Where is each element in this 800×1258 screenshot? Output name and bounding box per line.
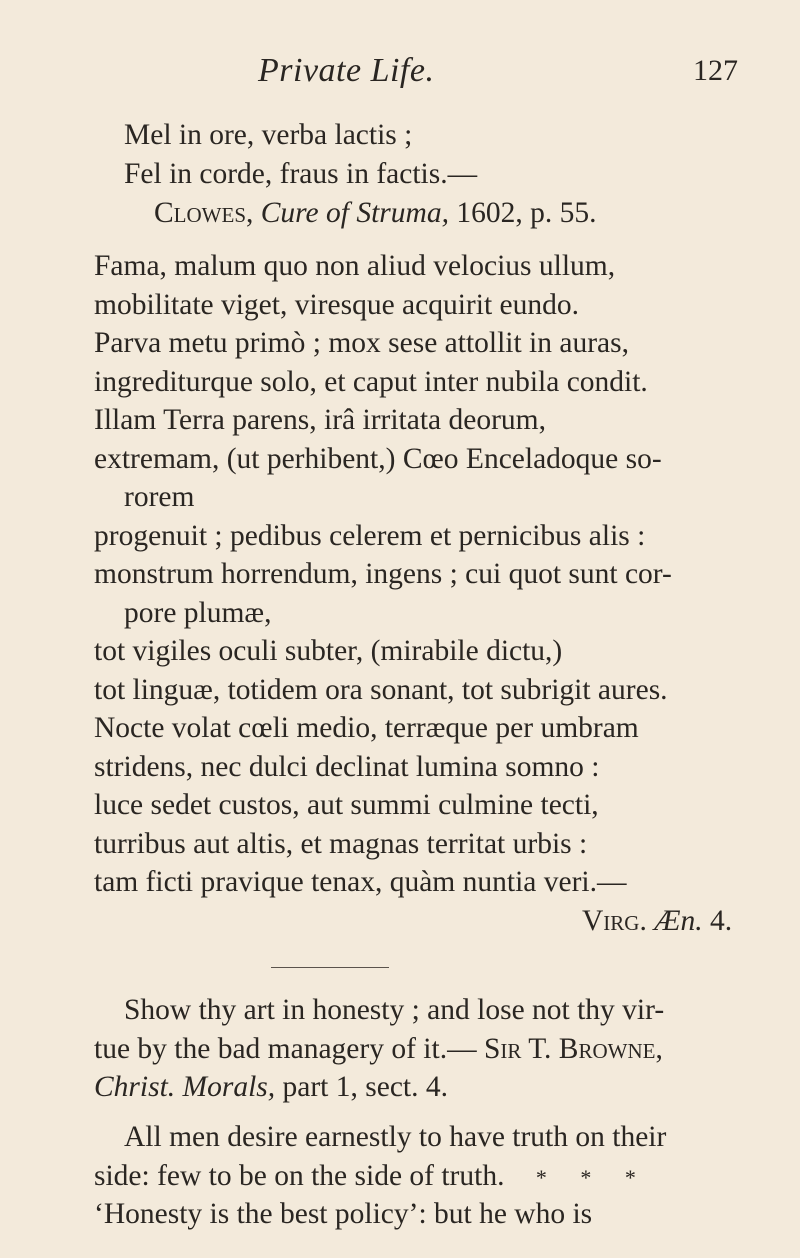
epigraph-citation — [154, 199, 596, 229]
poem-line: monstrum horrendum, ingens ; cui quot sunt cor- — [94, 558, 672, 590]
poem-line: tam ficti pravique tenax, quàm nuntia veri.— — [94, 866, 627, 898]
poem-line: Illam Terra parens, irâ irritata deorum, — [94, 404, 546, 436]
citation-details: 1602, p. 55. — [456, 197, 597, 229]
poem-line: pore plumæ, — [124, 597, 272, 629]
section-divider — [271, 967, 389, 968]
quote-line — [94, 1035, 663, 1065]
quote-author: Sir T. Browne, — [483, 1033, 663, 1065]
poem-line: stridens, nec dulci declinat lumina somno : — [94, 751, 600, 783]
citation-work: Cure of Struma, — [260, 197, 449, 229]
quote-line: Show thy art in honesty ; and lose not thy vir- — [124, 994, 665, 1026]
citation-work: Æn. — [654, 905, 703, 937]
poem-citation — [582, 907, 732, 937]
epigraph-line-2: Fel in corde, fraus in factis.— — [124, 158, 478, 190]
poem-line: ingrediturque solo, et caput inter nubila condit. — [94, 366, 648, 398]
running-title: Private Life. — [258, 52, 435, 89]
citation-details: 4. — [709, 905, 733, 937]
citation-author: Virg. — [582, 905, 647, 937]
poem-line: extremam, (ut perhibent,) Cœo Enceladoque so- — [94, 443, 662, 475]
epigraph-line-1: Mel in ore, verba lactis ; — [124, 119, 413, 151]
poem-line: turribus aut altis, et magnas territat urbis : — [94, 828, 588, 860]
poem-line: rorem — [124, 481, 195, 513]
quote-text: tue by the bad managery of it.— — [94, 1033, 477, 1065]
quote-line: All men desire earnestly to have truth on their — [124, 1121, 667, 1153]
poem-line: Fama, malum quo non aliud velocius ullum, — [94, 250, 616, 282]
poem-line: tot linguæ, totidem ora sonant, tot subrigit aures. — [94, 674, 668, 706]
poem-line: luce sedet custos, aut summi culmine tecti, — [94, 789, 599, 821]
page-number: 127 — [693, 54, 738, 87]
page-header — [258, 52, 738, 96]
citation-work: Christ. Morals, — [94, 1071, 276, 1103]
citation-author: Clowes, — [154, 197, 254, 229]
poem-line: Parva metu primò ; mox sese attollit in auras, — [94, 327, 629, 359]
quote-line: ‘Honesty is the best policy’: but he who is — [94, 1198, 593, 1230]
asterisks: * * * — [535, 1165, 650, 1190]
poem-line: progenuit ; pedibus celerem et pernicibus alis : — [94, 520, 646, 552]
poem-line: tot vigiles oculi subter, (mirabile dictu,) — [94, 635, 563, 667]
poem-line: Nocte volat cœli medio, terræque per umbram — [94, 712, 639, 744]
quote-text: side: few to be on the side of truth. — [94, 1160, 505, 1192]
quote-line — [94, 1162, 650, 1192]
citation-details: part 1, sect. 4. — [282, 1071, 448, 1103]
poem-line: mobilitate viget, viresque acquirit eundo. — [94, 289, 579, 321]
quote-citation — [94, 1073, 448, 1103]
